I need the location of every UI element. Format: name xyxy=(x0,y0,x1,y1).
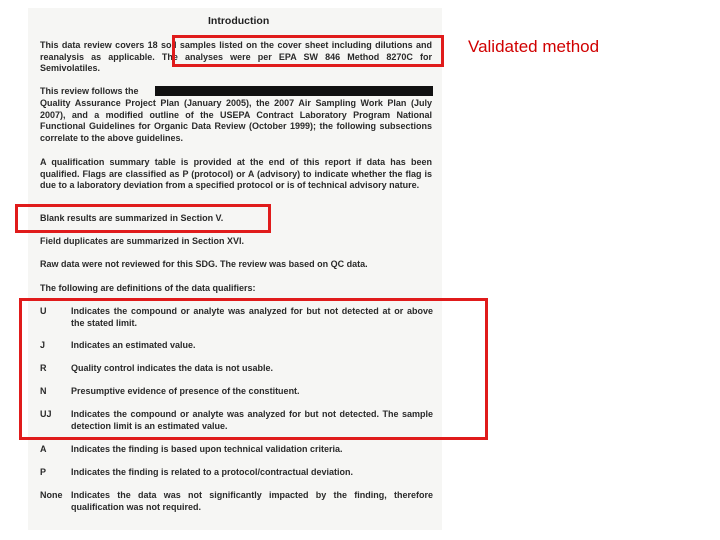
paragraph-follows-lead: This review follows the xyxy=(40,86,139,96)
qualifier-code-n: N xyxy=(40,386,47,396)
highlight-box-method xyxy=(172,35,444,67)
qualifier-text-j: Indicates an estimated value. xyxy=(71,340,196,350)
qualifier-code-none: None xyxy=(40,490,63,500)
redaction-bar xyxy=(155,86,433,96)
callout-validated-method: Validated method xyxy=(468,37,600,56)
paragraph-qualifier-intro: The following are definitions of the data qualifiers: xyxy=(40,283,256,293)
paragraph-raw-data: Raw data were not reviewed for this SDG. The review was based on QC data. xyxy=(40,259,368,269)
highlight-box-qualifiers xyxy=(19,298,488,440)
paragraph-blank-results: Blank results are summarized in Section V. xyxy=(40,213,224,223)
paragraph-qualification-summary: A qualification summary table is provided at the end of this report if data has been qualified. Flags are classified as P (protocol) or A (advisory) to indicate whether the flag is due to a laboratory deviation from a specified protocol or is of technical advisory nature. xyxy=(40,157,432,191)
paragraph-scope: This data review covers 18 soil samples listed on the cover sheet including dilutions and reanalysis as applicable. The analyses were per EPA SW 846 Method 8270C for Semivolatiles. xyxy=(40,40,432,74)
qualifier-text-none: Indicates the data was not significantly impacted by the finding, therefore qualification was not required. xyxy=(71,490,433,512)
qualifier-text-u: Indicates the compound or analyte was analyzed for but not detected at or above the stated limit. xyxy=(71,306,433,328)
qualifier-text-r: Quality control indicates the data is not usable. xyxy=(71,363,274,373)
paragraph-field-duplicates: Field duplicates are summarized in Section XVI. xyxy=(40,236,245,246)
qualifier-text-uj: Indicates the compound or analyte was analyzed for but not detected. The sample detection limit is an estimated value. xyxy=(71,409,433,431)
qualifier-code-uj: UJ xyxy=(40,409,52,419)
qualifier-code-a: A xyxy=(40,444,47,454)
qualifier-code-j: J xyxy=(40,340,46,350)
qualifier-text-a: Indicates the finding is based upon technical validation criteria. xyxy=(71,444,343,454)
qualifier-code-u: U xyxy=(40,306,47,316)
highlight-box-blank-results xyxy=(15,204,271,233)
qualifier-text-n: Presumptive evidence of presence of the constituent. xyxy=(71,386,300,396)
qualifier-code-p: P xyxy=(40,467,47,477)
paragraph-guidelines: Quality Assurance Project Plan (January 2005), the 2007 Air Sampling Work Plan (July 2007), and a modified outline of the USEPA Contract Laboratory Program National Functional Guidelines for Organic Data Review (October 1999); the following subsections correlate to the above guidelines. xyxy=(40,98,432,144)
qualifier-text-p: Indicates the finding is related to a protocol/contractual deviation. xyxy=(71,467,354,477)
document-title: Introduction xyxy=(208,15,270,27)
qualifier-code-r: R xyxy=(40,363,47,373)
